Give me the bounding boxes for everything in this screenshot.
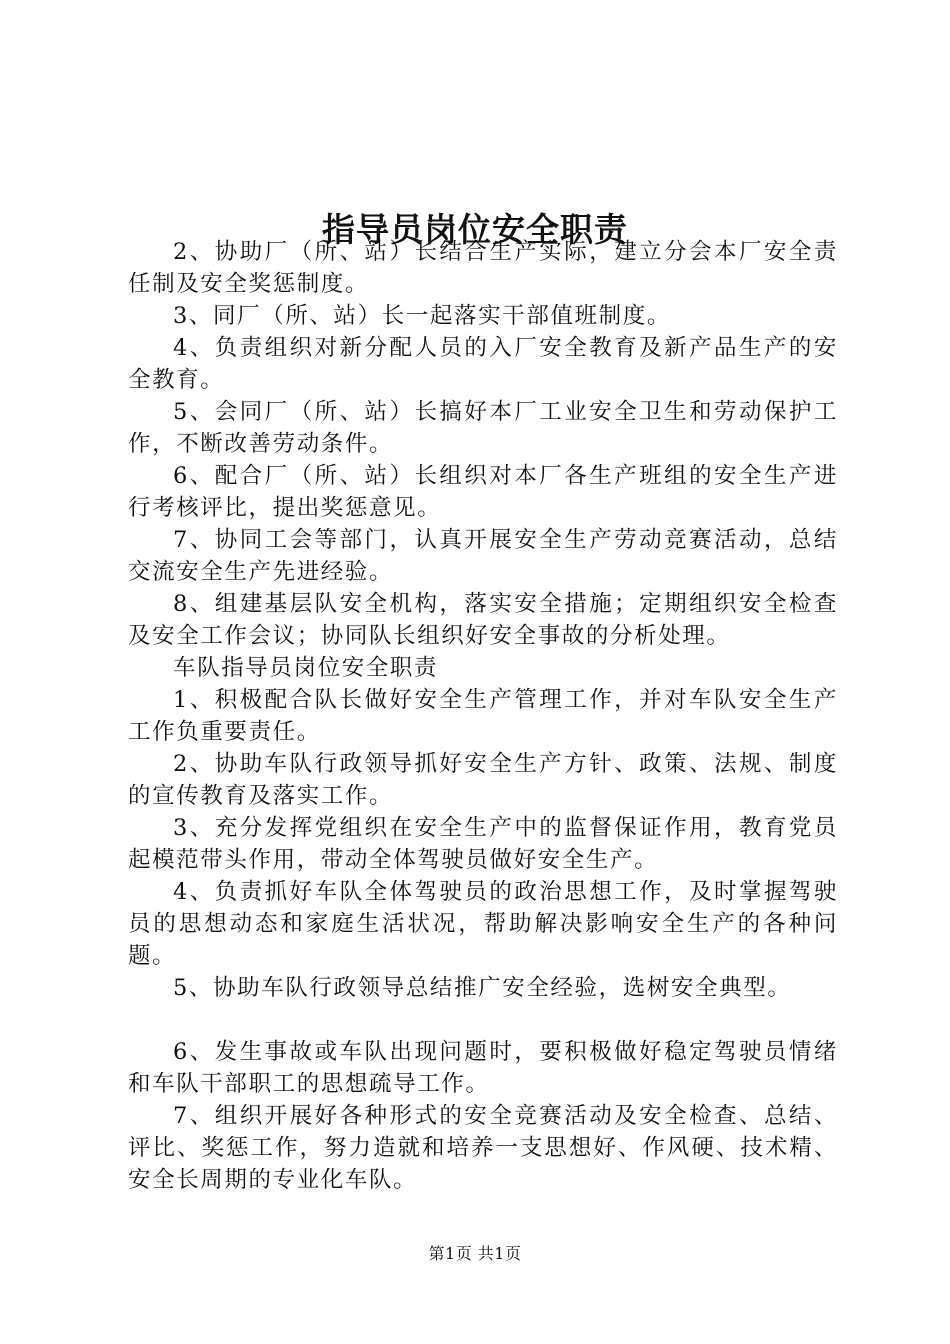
paragraph: 5、协助车队行政领导总结推广安全经验，选树安全典型。	[173, 975, 792, 1001]
paragraph: 6、配合厂（所、站）长组织对本厂各生产班组的安全生产进行考核评比，提出奖惩意见。	[128, 463, 838, 521]
paragraph: 7、协同工会等部门，认真开展安全生产劳动竞赛活动，总结交流安全生产先进经验。	[128, 527, 838, 585]
paragraph: 5、会同厂（所、站）长搞好本厂工业安全卫生和劳动保护工作，不断改善劳动条件。	[128, 399, 838, 457]
paragraph: 8、组建基层队安全机构，落实安全措施；定期组织安全检查及安全工作会议；协同队长组织好安全事故的分析处理。	[128, 591, 838, 649]
paragraph: 4、负责组织对新分配人员的入厂安全教育及新产品生产的安全教育。	[128, 335, 838, 393]
paragraph: 4、负责抓好车队全体驾驶员的政治思想工作，及时掌握驾驶员的思想动态和家庭生活状况，帮助解决影响安全生产的各种问题。	[128, 879, 838, 969]
paragraph: 3、充分发挥党组织在安全生产中的监督保证作用，教育党员起模范带头作用，带动全体驾驶员做好安全生产。	[128, 815, 838, 873]
paragraph: 6、发生事故或车队出现问题时，要积极做好稳定驾驶员情绪和车队干部职工的思想疏导工作。	[128, 1039, 838, 1097]
page-number-footer: 第1页 共1页	[428, 1244, 522, 1263]
paragraph: 3、同厂（所、站）长一起落实干部值班制度。	[173, 303, 671, 329]
paragraph: 2、协助车队行政领导抓好安全生产方针、政策、法规、制度的宣传教育及落实工作。	[128, 751, 838, 809]
paragraph: 7、组织开展好各种形式的安全竞赛活动及安全检查、总结、评比、奖惩工作，努力造就和培养一支思想好、作风硬、技术精、安全长周期的专业化车队。	[128, 1103, 838, 1193]
document-body	[128, 236, 838, 1196]
paragraph: 1、积极配合队长做好安全生产管理工作，并对车队安全生产工作负重要责任。	[128, 687, 838, 745]
section-heading: 车队指导员岗位安全职责	[173, 655, 439, 681]
document-title: 指导员岗位安全职责	[322, 210, 628, 250]
paragraph: 2、协助厂（所、站）长结合生产实际，建立分会本厂安全责任制及安全奖惩制度。	[128, 239, 838, 297]
